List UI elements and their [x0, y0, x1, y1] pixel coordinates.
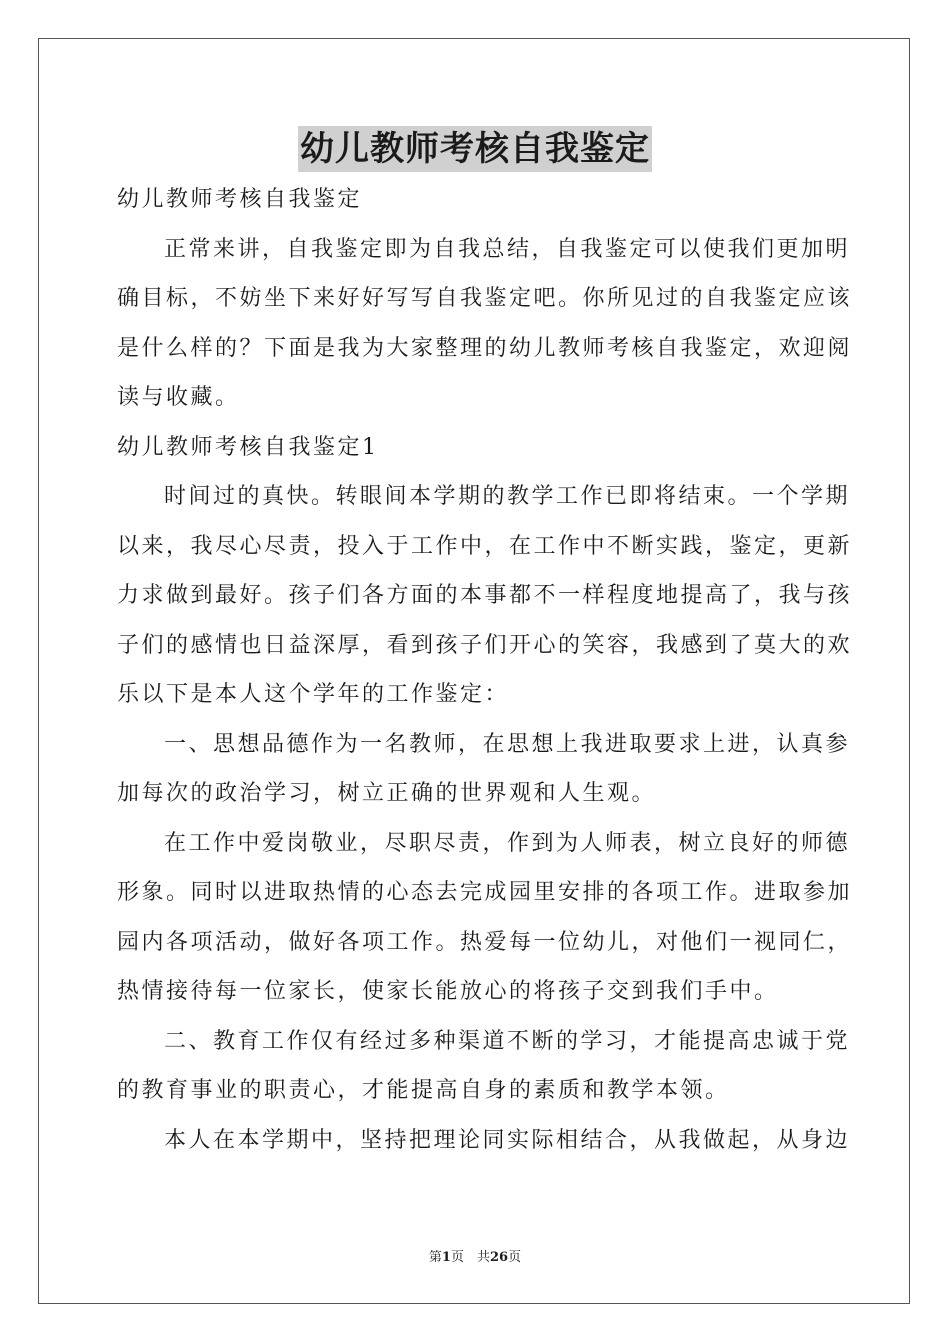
footer-middle: 页 共 — [450, 1250, 490, 1265]
document-title: 幼儿教师考核自我鉴定 — [298, 126, 652, 172]
paragraph-line: 二、教育工作仅有经过多种渠道不断的学习，才能提高忠诚于党 — [164, 1028, 851, 1054]
paragraph-line: 一、思想品德作为一名教师，在思想上我进取要求上进，认真参 — [164, 731, 851, 757]
paragraph-line: 本人在本学期中，坚持把理论同实际相结合，从我做起，从身边 — [164, 1127, 851, 1153]
footer-prefix: 第 — [428, 1250, 442, 1265]
paragraph-line: 正常来讲，自我鉴定即为自我总结，自我鉴定可以使我们更加明 — [164, 236, 851, 262]
document-body — [117, 175, 853, 1165]
footer-suffix: 页 — [508, 1250, 522, 1265]
paragraph-line: 力求做到最好。孩子们各方面的本事都不一样程度地提高了，我与孩 — [117, 583, 853, 608]
paragraph-line: 园内各项活动，做好各项工作。热爱每一位幼儿，对他们一视同仁， — [117, 929, 853, 955]
paragraph-line: 在工作中爱岗敬业，尽职尽责，作到为人师表，树立良好的师德 — [164, 830, 851, 856]
paragraph-line: 确目标，不妨坐下来好好写写自我鉴定吧。你所见过的自我鉴定应该 — [117, 286, 853, 311]
paragraph-line: 以来，我尽心尽责，投入于工作中，在工作中不断实践，鉴定，更新 — [117, 533, 853, 559]
paragraph-line: 的教育事业的职责心，才能提高自身的素质和教学本领。 — [117, 1078, 730, 1103]
paragraph-line: 读与收藏。 — [117, 385, 240, 410]
paragraph-line: 时间过的真快。转眼间本学期的教学工作已即将结束。一个学期 — [164, 484, 851, 509]
section-heading: 幼儿教师考核自我鉴定1 — [117, 434, 379, 460]
total-page-count: 26 — [489, 1250, 509, 1265]
paragraph-line: 形象。同时以进取热情的心态去完成园里安排的各项工作。进取参加 — [117, 880, 853, 905]
paragraph-line: 乐以下是本人这个学年的工作鉴定： — [117, 682, 510, 707]
current-page-number: 1 — [441, 1250, 451, 1265]
subtitle-line: 幼儿教师考核自我鉴定 — [117, 187, 363, 212]
paragraph-line: 热情接待每一位家长，使家长能放心的将孩子交到我们手中。 — [117, 979, 779, 1004]
paragraph-line: 加每次的政治学习，树立正确的世界观和人生观。 — [117, 781, 657, 806]
paragraph-line: 是什么样的？下面是我为大家整理的幼儿教师考核自我鉴定，欢迎阅 — [117, 335, 853, 361]
page-footer — [0, 1246, 950, 1265]
paragraph-line: 子们的感情也日益深厚，看到孩子们开心的笑容，我感到了莫大的欢 — [117, 632, 853, 658]
title-container — [0, 126, 950, 172]
